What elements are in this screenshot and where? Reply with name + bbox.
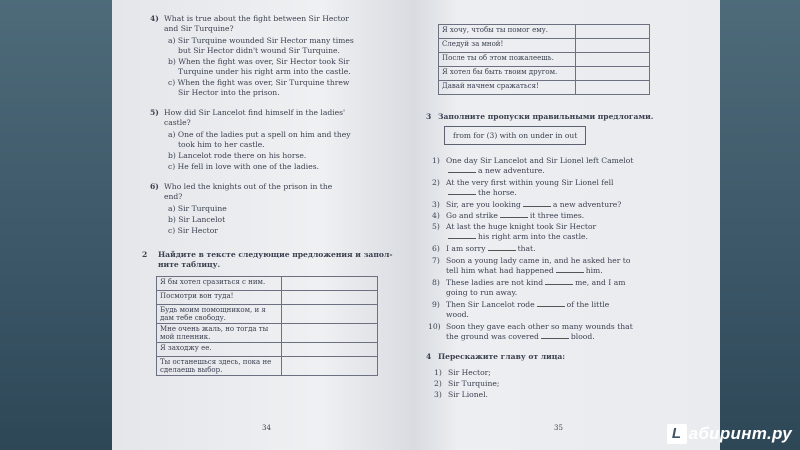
sentence-text bbox=[446, 166, 545, 176]
right-page bbox=[412, 0, 720, 450]
q6-option-b: b) Sir Lancelot bbox=[168, 215, 226, 224]
phrase-text: Будь моим помощником, и я bbox=[160, 306, 266, 314]
q4-line1: What is true about the fight between Sir Hector bbox=[164, 14, 349, 23]
q5-number: 5) bbox=[150, 108, 159, 117]
sentence-number: 2) bbox=[432, 178, 440, 187]
answer-cell bbox=[282, 291, 378, 305]
sentence-text bbox=[446, 332, 595, 342]
blank bbox=[448, 194, 476, 195]
answer-cell bbox=[282, 343, 378, 357]
phrase-cell bbox=[439, 67, 576, 81]
q4-option-a1: a) Sir Turquine wounded Sir Hector many times bbox=[168, 36, 354, 45]
q4-number: 4) bbox=[150, 14, 159, 23]
sentence-text bbox=[446, 266, 603, 276]
sentence-text-start: Sir, are you looking bbox=[446, 200, 521, 209]
blank bbox=[448, 172, 476, 173]
phrase-cell bbox=[157, 291, 282, 305]
sentence-text: At the very first within young Sir Lionel fell bbox=[446, 178, 614, 187]
table-row bbox=[439, 39, 650, 53]
sentence-text-end: him. bbox=[585, 266, 603, 275]
answer-cell bbox=[282, 305, 378, 324]
q6-option-a: a) Sir Turquine bbox=[168, 204, 227, 213]
sentence-text-start: I am sorry bbox=[446, 244, 486, 253]
q5-line2: castle? bbox=[164, 118, 191, 127]
sentence-text-start: the ground was covered bbox=[446, 332, 539, 341]
table-row bbox=[157, 277, 378, 291]
q4-option-b1: b) When the fight was over, Sir Hector took Sir bbox=[168, 57, 350, 66]
sentence-text: At last the huge knight took Sir Hector bbox=[446, 222, 597, 231]
sentence-text: Soon they gave each other so many wounds that bbox=[446, 322, 633, 331]
phrase-text: Я бы хотел сразиться с ним. bbox=[160, 278, 266, 286]
phrase-table-continued bbox=[438, 24, 650, 95]
phrase-cell bbox=[439, 53, 576, 67]
phrase-text: Посмотри вон туда! bbox=[160, 292, 234, 300]
phrase-cell bbox=[157, 305, 282, 324]
task3-title: Заполните пропуски правильными предлогами. bbox=[438, 112, 654, 121]
answer-cell bbox=[576, 81, 650, 95]
phrase-cell bbox=[439, 25, 576, 39]
q5-option-a1: a) One of the ladies put a spell on him and they bbox=[168, 130, 351, 139]
phrase-text: Следуй за мной! bbox=[442, 40, 504, 48]
sentence-number: 6) bbox=[432, 244, 440, 253]
phrase-text: Я хотел бы быть твоим другом. bbox=[442, 68, 558, 76]
watermark-logo bbox=[667, 424, 792, 444]
q4-option-a2: but Sir Hector didn't wound Sir Turquine. bbox=[178, 46, 340, 55]
sentence-text-end: that. bbox=[517, 244, 536, 253]
retell-number: 2) bbox=[434, 379, 442, 388]
sentence-text bbox=[446, 211, 584, 221]
sentence-number: 8) bbox=[432, 278, 440, 287]
sentence-text-start: Then Sir Lancelot rode bbox=[446, 300, 535, 309]
phrase-cell bbox=[157, 343, 282, 357]
q5-option-b1: b) Lancelot rode there on his horse. bbox=[168, 151, 307, 160]
answer-cell bbox=[282, 357, 378, 376]
q5-option-a2: took him to her castle. bbox=[178, 140, 265, 149]
q6-option-c: c) Sir Hector bbox=[168, 226, 218, 235]
sentence-text-end: a new adventure. bbox=[478, 166, 545, 175]
answer-cell bbox=[576, 67, 650, 81]
sentence-text bbox=[446, 244, 536, 254]
sentence-text-end: of the little bbox=[566, 300, 610, 309]
retell-name: Sir Lionel. bbox=[448, 390, 488, 399]
table-row bbox=[157, 324, 378, 343]
phrase-cell bbox=[157, 357, 282, 376]
table-row bbox=[157, 305, 378, 324]
phrase-cell bbox=[157, 324, 282, 343]
task4-number: 4 bbox=[426, 352, 432, 361]
table-row bbox=[157, 291, 378, 305]
phrase-text: сделаешь выбор. bbox=[160, 366, 223, 374]
sentence-text-end: blood. bbox=[570, 332, 595, 341]
retell-name: Sir Turquine; bbox=[448, 379, 500, 388]
sentence-text-end: it three times. bbox=[529, 211, 585, 220]
sentence-number: 10) bbox=[428, 322, 441, 331]
answer-cell bbox=[282, 324, 378, 343]
blank bbox=[541, 338, 569, 339]
q4-option-c1: c) When the fight was over, Sir Turquine threw bbox=[168, 78, 350, 87]
blank bbox=[488, 250, 516, 251]
answer-cell bbox=[576, 53, 650, 67]
sentence-text bbox=[446, 300, 609, 310]
phrase-text: дам тебе свободу. bbox=[160, 314, 226, 322]
sentence-text: wood. bbox=[446, 310, 469, 319]
sentence-text bbox=[446, 232, 588, 242]
blank bbox=[500, 217, 528, 218]
sentence-text-end: me, and I am bbox=[575, 278, 626, 287]
answer-cell bbox=[576, 25, 650, 39]
sentence-number: 9) bbox=[432, 300, 440, 309]
sentence-text-end: a new adventure? bbox=[552, 200, 622, 209]
sentence-number: 7) bbox=[432, 256, 440, 265]
table-row bbox=[157, 357, 378, 376]
sentence-text-start: Go and strike bbox=[446, 211, 498, 220]
phrase-text: Я хочу, чтобы ты помог ему. bbox=[442, 26, 548, 34]
watermark-text: абиринт.ру bbox=[688, 424, 792, 443]
sentence-number: 3) bbox=[432, 200, 440, 209]
blank bbox=[537, 306, 565, 307]
phrase-text: Давай начнем сражаться! bbox=[442, 82, 539, 90]
sentence-text-start: tell him what had happened bbox=[446, 266, 554, 275]
table-row bbox=[439, 25, 650, 39]
phrase-cell bbox=[439, 81, 576, 95]
q6-line2: end? bbox=[164, 192, 183, 201]
task2-title-line2: ните таблицу. bbox=[158, 260, 221, 269]
q6-number: 6) bbox=[150, 182, 159, 191]
page-number-left: 34 bbox=[262, 424, 271, 432]
sentence-number: 5) bbox=[432, 222, 440, 231]
answer-cell bbox=[576, 39, 650, 53]
table-row bbox=[439, 67, 650, 81]
table-row bbox=[439, 53, 650, 67]
phrase-cell bbox=[439, 39, 576, 53]
retell-name: Sir Hector; bbox=[448, 368, 491, 377]
answer-cell bbox=[282, 277, 378, 291]
sentence-text bbox=[446, 188, 517, 198]
sentence-text: Soon a young lady came in, and he asked her to bbox=[446, 256, 631, 265]
phrase-text: мой пленник. bbox=[160, 333, 211, 341]
phrase-text: Мне очень жаль, но тогда ты bbox=[160, 325, 269, 333]
task4-title: Перескажите главу от лица: bbox=[438, 352, 566, 361]
blank bbox=[545, 284, 573, 285]
open-book bbox=[112, 0, 720, 450]
sentence-text-end: the horse. bbox=[478, 188, 517, 197]
q5-line1: How did Sir Lancelot find himself in the ladies' bbox=[164, 108, 346, 117]
q5-option-c1: c) He fell in love with one of the ladies. bbox=[168, 162, 320, 171]
labirint-logo-icon: L bbox=[667, 424, 687, 444]
sentence-number: 1) bbox=[432, 156, 440, 165]
sentence-text: One day Sir Lancelot and Sir Lionel left Camelot bbox=[446, 156, 634, 165]
phrase-text: Я заходжу ее. bbox=[160, 344, 212, 352]
word-box: from for (3) with on under in out bbox=[444, 126, 586, 145]
table-row bbox=[439, 81, 650, 95]
page-number-right: 35 bbox=[554, 424, 563, 432]
blank bbox=[556, 272, 584, 273]
table-row bbox=[157, 343, 378, 357]
left-page bbox=[112, 0, 413, 450]
sentence-text: going to run away. bbox=[446, 288, 518, 297]
sentence-text-start: These ladies are not kind bbox=[446, 278, 544, 287]
sentence-text bbox=[446, 200, 621, 210]
retell-number: 3) bbox=[434, 390, 442, 399]
phrase-cell bbox=[157, 277, 282, 291]
phrase-text: Ты останешься здесь, пока не bbox=[160, 358, 272, 366]
q4-line2: and Sir Turquine? bbox=[164, 24, 234, 33]
sentence-text bbox=[446, 278, 625, 288]
phrase-text: После ты об этом пожалеешь. bbox=[442, 54, 554, 62]
q4-option-b2: Turquine under his right arm into the castle. bbox=[178, 67, 351, 76]
sentence-number: 4) bbox=[432, 211, 440, 220]
task2-number: 2 bbox=[142, 250, 148, 259]
q6-line1: Who led the knights out of the prison in the bbox=[164, 182, 333, 191]
sentence-text-end: his right arm into the castle. bbox=[478, 232, 588, 241]
task2-title-line1: Найдите в тексте следующие предложения и запол- bbox=[158, 250, 393, 259]
phrase-table bbox=[156, 276, 378, 376]
blank bbox=[448, 238, 476, 239]
retell-number: 1) bbox=[434, 368, 442, 377]
task3-number: 3 bbox=[426, 112, 432, 121]
blank bbox=[523, 206, 551, 207]
q4-option-c2: Sir Hector into the prison. bbox=[178, 88, 280, 97]
